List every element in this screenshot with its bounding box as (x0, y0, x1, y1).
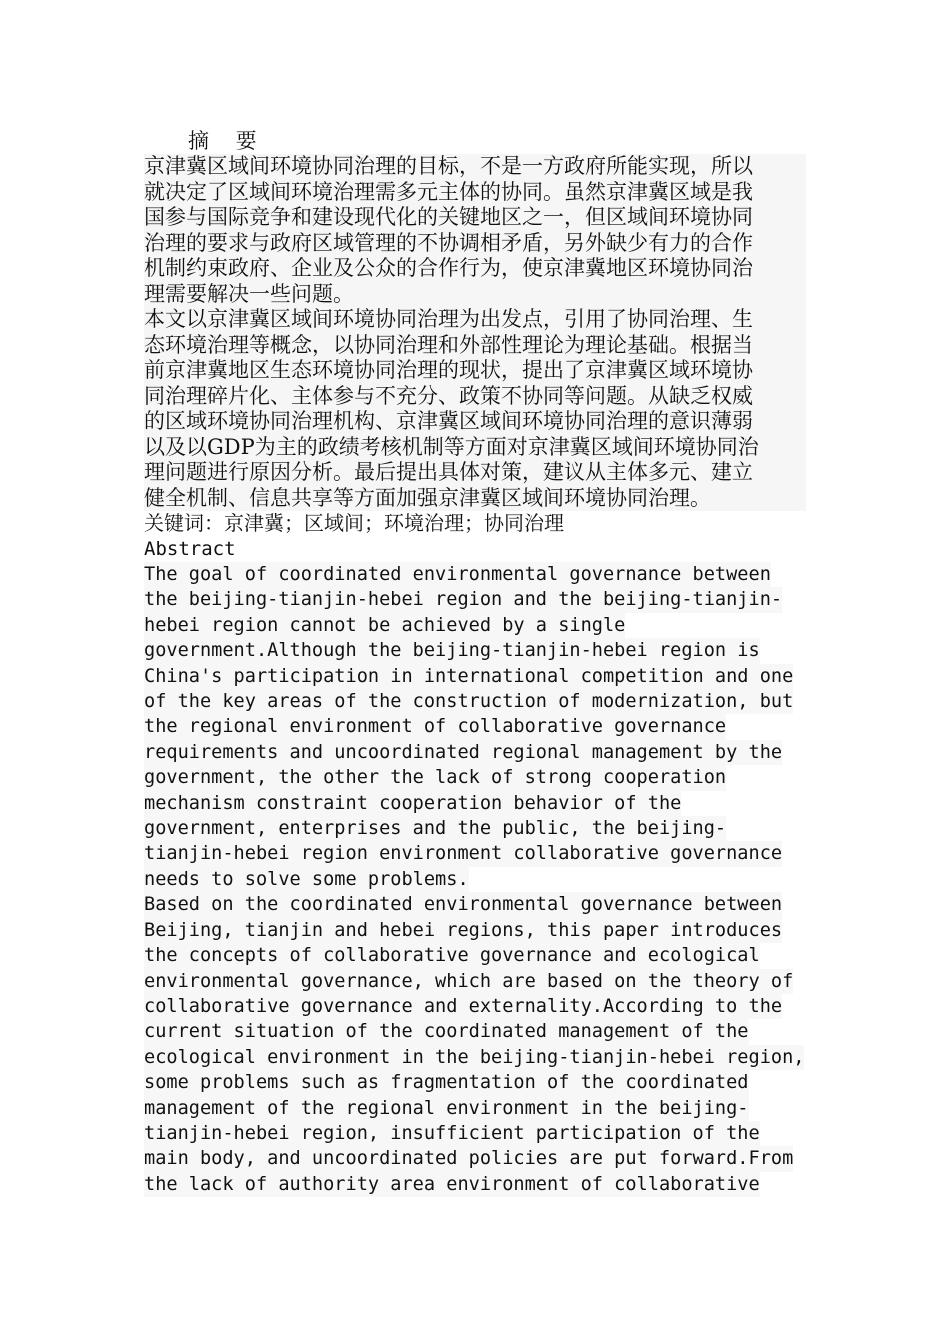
text-line: 理需要解决一些问题。 (144, 281, 354, 306)
text-line: 本文以京津冀区域间环境协同治理为出发点，引用了协同治理、生 (144, 307, 753, 331)
document-content (144, 128, 806, 1197)
text-line: requirements and uncoordinated regional management by the (144, 740, 782, 765)
zh-paragraph-1 (144, 154, 806, 307)
text-line: the concepts of collaborative governance and ecological (144, 943, 760, 968)
text-line: 的区域环境协同治理机构、京津冀区域间环境协同治理的意识薄弱 (144, 409, 753, 433)
text-line: tianjin-hebei region environment collaborative governance (144, 841, 782, 866)
text-line: the regional environment of collaborative governance (144, 714, 726, 739)
text-line: 治理的要求与政府区域管理的不协调相矛盾，另外缺少有力的合作 (144, 230, 753, 255)
text-line: mechanism constraint cooperation behavior of the (144, 791, 681, 816)
text-line: 前京津冀地区生态环境协同治理的现状，提出了京津冀区域环境协 (144, 358, 753, 382)
text-line: government.Although the beijing-tianjin-hebei region is (144, 638, 760, 663)
text-line: collaborative governance and externality.According to the (144, 994, 782, 1019)
text-line: China's participation in international competition and one (144, 664, 793, 689)
text-line: government, enterprises and the public, the beijing- (144, 816, 726, 841)
en-paragraph-2 (144, 892, 806, 1197)
text-line: 态环境治理等概念，以协同治理和外部性理论为理论基础。根据当 (144, 332, 753, 357)
text-line: Beijing, tianjin and hebei regions, this paper introduces (144, 918, 782, 943)
abstract-heading-zh: 摘 要 (188, 129, 267, 153)
text-line: current situation of the coordinated management of the (144, 1019, 749, 1044)
text-line: main body, and uncoordinated policies are put forward.From (144, 1146, 793, 1171)
text-line: management of the regional environment in the beijing- (144, 1096, 749, 1121)
text-line: Based on the coordinated environmental governance between (144, 892, 782, 917)
text-line: 同治理碎片化、主体参与不充分、政策不协同等问题。从缺乏权威 (144, 383, 753, 408)
zh-paragraph-2 (144, 307, 806, 511)
text-line: 以及以GDP为主的政绩考核机制等方面对京津冀区域间环境协同治 (144, 434, 759, 459)
text-line: government, the other the lack of strong cooperation (144, 765, 726, 790)
keywords-zh: 关键词：京津冀；区域间；环境治理；协同治理 (144, 511, 564, 535)
text-line: The goal of coordinated environmental governance between (144, 562, 771, 587)
text-line: the beijing-tianjin-hebei region and the beijing-tianjin- (144, 587, 782, 612)
text-line: of the key areas of the construction of modernization, but (144, 689, 793, 714)
abstract-heading-en: Abstract (144, 537, 236, 560)
text-line: tianjin-hebei region, insufficient participation of the (144, 1121, 760, 1146)
text-line: hebei region cannot be achieved by a single (144, 613, 625, 638)
text-line: 机制约束政府、企业及公众的合作行为，使京津冀地区环境协同治 (144, 256, 753, 280)
text-line: 京津冀区域间环境协同治理的目标，不是一方政府所能实现，所以 (144, 154, 753, 178)
text-line: 健全机制、信息共享等方面加强京津冀区域间环境协同治理。 (144, 485, 711, 510)
text-line: ecological environment in the beijing-tianjin-hebei region, (144, 1045, 804, 1070)
text-line: 就决定了区域间环境治理需多元主体的协同。虽然京津冀区域是我 (144, 179, 753, 204)
text-line: the lack of authority area environment of collaborative (144, 1172, 760, 1197)
en-paragraph-1 (144, 562, 806, 892)
text-line: needs to solve some problems. (144, 867, 469, 892)
text-line: 理问题进行原因分析。最后提出具体对策，建议从主体多元、建立 (144, 460, 753, 484)
text-line: some problems such as fragmentation of the coordinated (144, 1070, 749, 1095)
text-line: 国参与国际竞争和建设现代化的关键地区之一，但区域间环境协同 (144, 205, 753, 229)
text-line: environmental governance, which are based on the theory of (144, 969, 793, 994)
